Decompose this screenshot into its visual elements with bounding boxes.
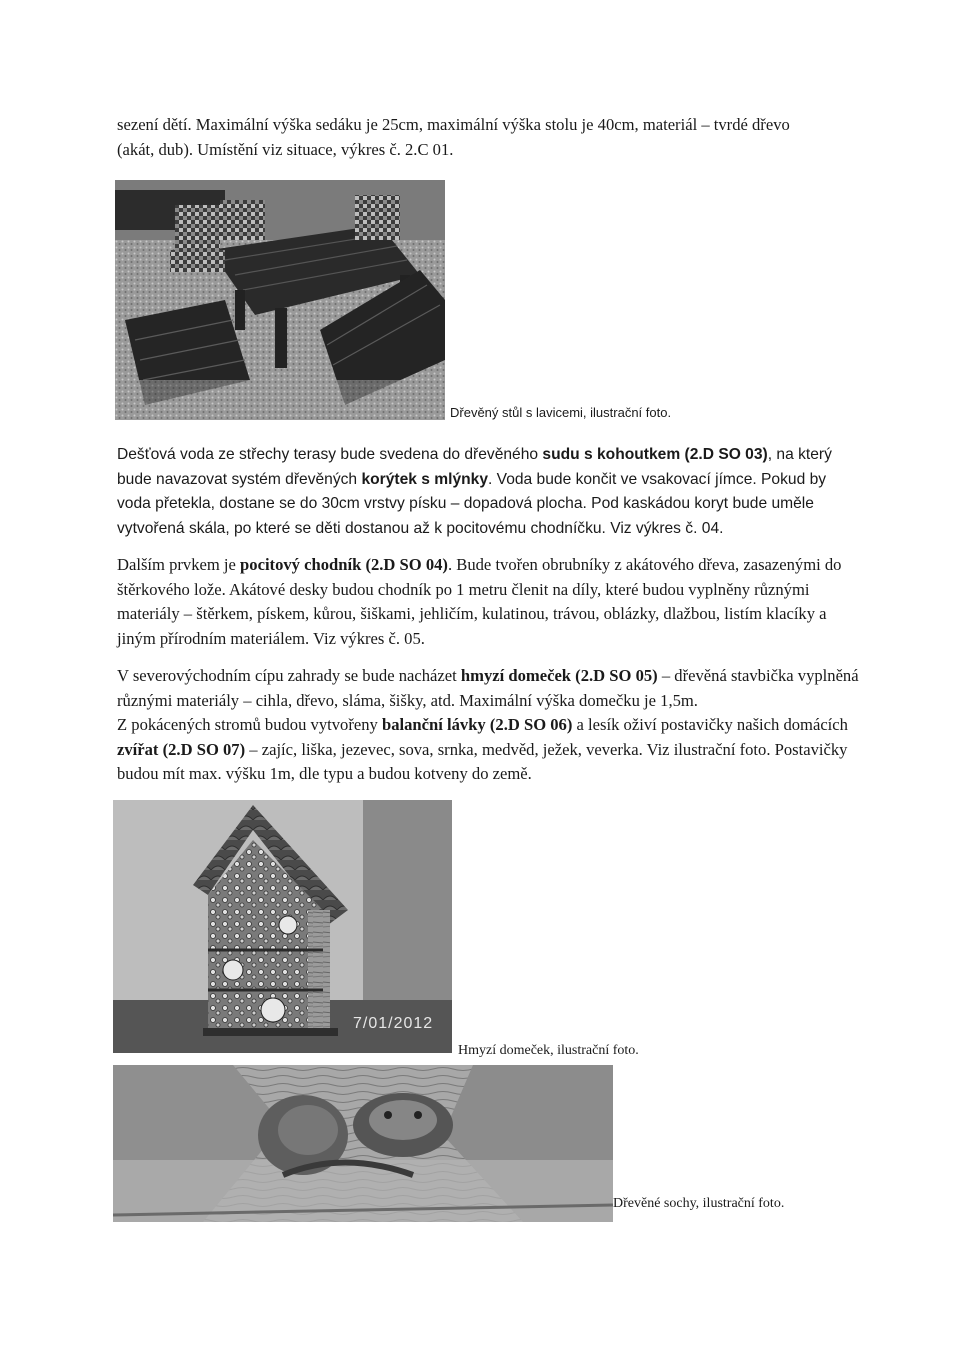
sensory-text-1: Dalším prvkem je <box>117 555 241 574</box>
insect-text-4: a lesík oživí postavičky našich domácích <box>572 715 848 734</box>
rainwater-bold-so03: (2.D SO 03) <box>684 446 768 463</box>
rainwater-text-1: Dešťová voda ze střechy terasy bude svedena do dřevěného <box>117 446 543 463</box>
insect-text-3: Z pokácených stromů budou vytvořeny <box>117 715 382 734</box>
paragraph-seating <box>117 113 862 162</box>
insect-bold-balance: balanční lávky (2.D SO 06) <box>381 715 573 734</box>
date-stamp: 7/01/2012 <box>353 1015 434 1032</box>
photo-insect-house <box>113 800 452 1053</box>
paragraph-sensory-path <box>117 553 862 651</box>
photo-wooden-sculptures <box>113 1065 613 1222</box>
rainwater-bold-troughs: korýtek s mlýnky <box>361 470 488 488</box>
insect-bold-house: hmyzí domeček (2.D SO 05) <box>460 666 658 685</box>
sensory-text-2: . Bude tvořen obrubníky z akátového dřeva, zasazenými do štěrkového lože. Akátové desky budou chodník po 1 metru členit na díly, které budou vyplněny různými materiály – štěrkem, pískem, kůrou, šiškami, jehličím, kulatinou, trávou, oblázky, dlažbou, listím klacíky a jiným přírodním materiálem. Viz výkres č. 05. <box>117 555 842 648</box>
paragraph-insect-house <box>117 664 862 787</box>
rainwater-bold-barrel: sudu s kohoutkem <box>542 446 681 463</box>
photo-insect-house-caption: Hmyzí domeček, ilustrační foto. <box>458 1043 639 1058</box>
insect-bold-animals: zvířat (2.D SO 07) <box>117 739 246 759</box>
paragraph-rainwater <box>117 443 862 541</box>
photo-wooden-table <box>115 180 445 420</box>
insect-text-1: V severovýchodním cípu zahrady se bude nacházet <box>117 666 461 685</box>
paragraph-seating-line2: (akát, dub). Umístění viz situace, výkres č. 2.C 01. <box>117 139 454 159</box>
sensory-bold-path: pocitový chodník (2.D SO 04) <box>240 555 448 574</box>
photo-wooden-sculptures-caption: Dřevěné sochy, ilustrační foto. <box>613 1196 785 1211</box>
insect-text-5: – zajíc, liška, jezevec, sova, srnka, medvěd, ježek, veverka. Viz ilustrační foto. Postavičky budou mít max. výšku 1m, dle typu a budou kotveny do země. <box>117 739 848 783</box>
photo-wooden-table-caption: Dřevěný stůl s lavicemi, ilustrační foto. <box>450 405 672 420</box>
rainwater-text-3: . Voda bude končit ve vsakovací jímce. Pokud by voda přetekla, dostane se do 30cm vrstvy písku – dopadová plocha. Pod kaskádou koryt bude uměle vytvořená skála, po které se děti dostanou až k pocitovému chodníčku. Viz výkres č. 04. <box>117 470 827 537</box>
rainwater-text-2: , na který bude navazovat systém dřevěných <box>117 446 832 488</box>
paragraph-seating-line1: sezení dětí. Maximální výška sedáku je 25cm, maximální výška stolu je 40cm, materiál – tvrdé dřevo <box>117 115 790 134</box>
insect-text-2: – dřevěná stavbička vyplněná různými materiály – cihla, dřevo, sláma, šišky, atd. Maximální výška domečku je 1,5m. <box>117 666 859 710</box>
